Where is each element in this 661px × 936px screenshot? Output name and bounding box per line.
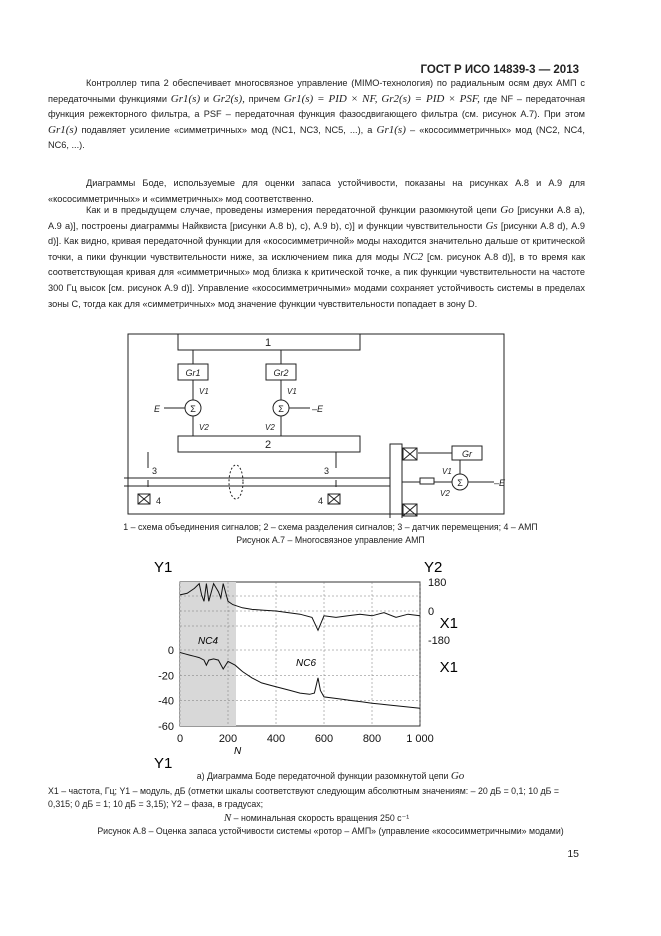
svg-text:Σ: Σ (190, 404, 196, 414)
paragraph-bode-diagrams: Диаграммы Боде, используемые для оценки запаса устойчивости, показаны на рисунках А.8 и А.9 для «кососимметричных» и «симметричных» мод соответственно. (48, 178, 585, 204)
figure-a7-diagram (122, 332, 510, 518)
sensor-label-right: 3 (324, 466, 330, 476)
svg-text:–E: –E (312, 404, 324, 414)
gr-label: Gr (462, 449, 472, 459)
magnitude-tick-label: 0 (167, 645, 174, 657)
annotation-n: N (234, 746, 242, 757)
x1-axis-label-mag: X1 (439, 659, 458, 676)
page-number: 15 (567, 848, 579, 860)
figure-a8-legend-1: X1 – частота, Гц; Y1 – модуль, дБ (отметки шкалы соответствуют следующим абсолютным значениям: – 20 дБ = 0,1; 10 дБ = 0,315; 0 дБ = 1; 10 дБ = 3,15); Y2 – фаза, в градусах; (48, 786, 560, 809)
annotation-nc4: NC4 (198, 636, 219, 647)
sensor-right (420, 478, 434, 484)
rotor-rotation-mark (229, 465, 243, 499)
y2-axis-label: Y2 (424, 559, 443, 576)
x-tick-label: 200 (218, 733, 238, 745)
amb-label-left: 4 (156, 496, 162, 506)
x-tick-label: 600 (314, 733, 334, 745)
figure-a8-subcaption: а) Диаграмма Боде передаточной функции разомкнутой цепи Go (196, 770, 465, 782)
bode-chart (140, 548, 470, 770)
amb-label-right: 4 (318, 496, 324, 506)
gr2-label: Gr2 (273, 368, 289, 378)
paragraph-measurements: Как и в предыдущем случае, проведены измерения передаточной функции разомкнутой цепи Go [рисунки А.8 а), А.9 а)], построены диаграммы Найквиста [рисунки А.8 b), с), А.9 b), с)] и функции чувствительности Gs [рисунки А.8 d), А.9 d)]. Как видно, кривая передаточной функции для «кососимметричной» моды находится значительно дальше от критической точки, а пики функции чувствительности ниже, за исключением пика для моды NC2 [см. рисунок А.8 d)], в то время как соответствующая кривая для «симметричных» мод близка к критической точке, а пик функции чувствительности на частоте 300 Гц высок [см. рисунок А.9 d)]. Управление «кососимметричными» модами сохраняет устойчивость системы в пределах зоны С, тогда как для «симметричных» мод значение функции чувствительности попадает в зону D. (48, 204, 585, 309)
y1-axis-label-top: Y1 (154, 559, 173, 576)
x1-axis-label-phase: X1 (439, 615, 458, 632)
low-frequency-noise-band (180, 582, 236, 726)
gr1-formula: Gr1(s) (170, 92, 201, 105)
block-1-label: 1 (264, 337, 272, 349)
phase-tick-label: -180 (428, 635, 451, 647)
magnitude-tick-label: -40 (158, 695, 174, 708)
x-tick-label: 400 (266, 733, 286, 745)
gr2-formula: Gr2(s), (212, 92, 245, 105)
svg-text:–E: –E (494, 478, 506, 488)
svg-text:V1: V1 (287, 387, 297, 396)
gr1-label: Gr1 (185, 368, 201, 378)
phase-tick-label: 0 (428, 606, 435, 618)
figure-a7-caption: Рисунок А.7 – Многосвязное управление АМП (236, 535, 425, 545)
x-tick-label: 800 (362, 733, 382, 745)
figure-a8-legend-2: N – номинальная скорость вращения 250 с⁻¹ (223, 812, 410, 824)
svg-text:V2: V2 (440, 489, 450, 498)
figure-a8-caption: Рисунок А.8 – Оценка запаса устойчивости системы «ротор – АМП» (управление «кососимметричными» модами) (97, 826, 564, 836)
y1-axis-label-bottom: Y1 (154, 755, 173, 770)
svg-text:Σ: Σ (278, 404, 284, 414)
x-tick-label: 0 (176, 733, 184, 745)
gr2-equation: Gr2(s) = PID × PSF, (381, 92, 480, 105)
svg-text:V1: V1 (442, 467, 452, 476)
svg-text:V1: V1 (199, 387, 209, 396)
x-tick-label: 1 000 (406, 733, 434, 745)
rotor-disk (390, 444, 402, 518)
outer-frame (128, 334, 504, 514)
svg-text:V2: V2 (199, 423, 209, 432)
phase-tick-label: 180 (428, 577, 447, 589)
sensor-label-left: 3 (152, 466, 158, 476)
annotation-nc6: NC6 (296, 658, 317, 669)
magnitude-tick-label: -60 (158, 721, 174, 733)
paragraph-controller-type2: Контроллер типа 2 обеспечивает многосвязное управление (MIMO-технология) по радиальным осям двух АМП с передаточными функциями Gr1(s) и Gr2(s), причем Gr1(s) = PID × NF, Gr2(s) = PID × PSF, где NF – передаточная функция режекторного фильтра, а PSF – передаточная функция фазосдвигающего фильтра (см. рисунок А.7). При этом Gr1(s) подавляет усиление «симметричных» мод (NC1, NC3, NC5, ...), а Gr1(s) – «кососимметричных» мод (NC2, NC4, NC6, ...). (48, 78, 586, 151)
svg-text:V2: V2 (265, 423, 275, 432)
figure-a7-legend: 1 – схема объединения сигналов; 2 – схема разделения сигналов; 3 – датчик перемещения; 4 – АМП (123, 522, 538, 532)
svg-text:E: E (154, 404, 161, 414)
gr1-equation: Gr1(s) = PID × NF, (283, 92, 378, 105)
block-2-label: 2 (264, 439, 272, 451)
standard-header: ГОСТ Р ИСО 14839-3 — 2013 (420, 64, 579, 76)
magnitude-tick-label: -20 (158, 670, 174, 683)
svg-text:Σ: Σ (457, 478, 463, 488)
